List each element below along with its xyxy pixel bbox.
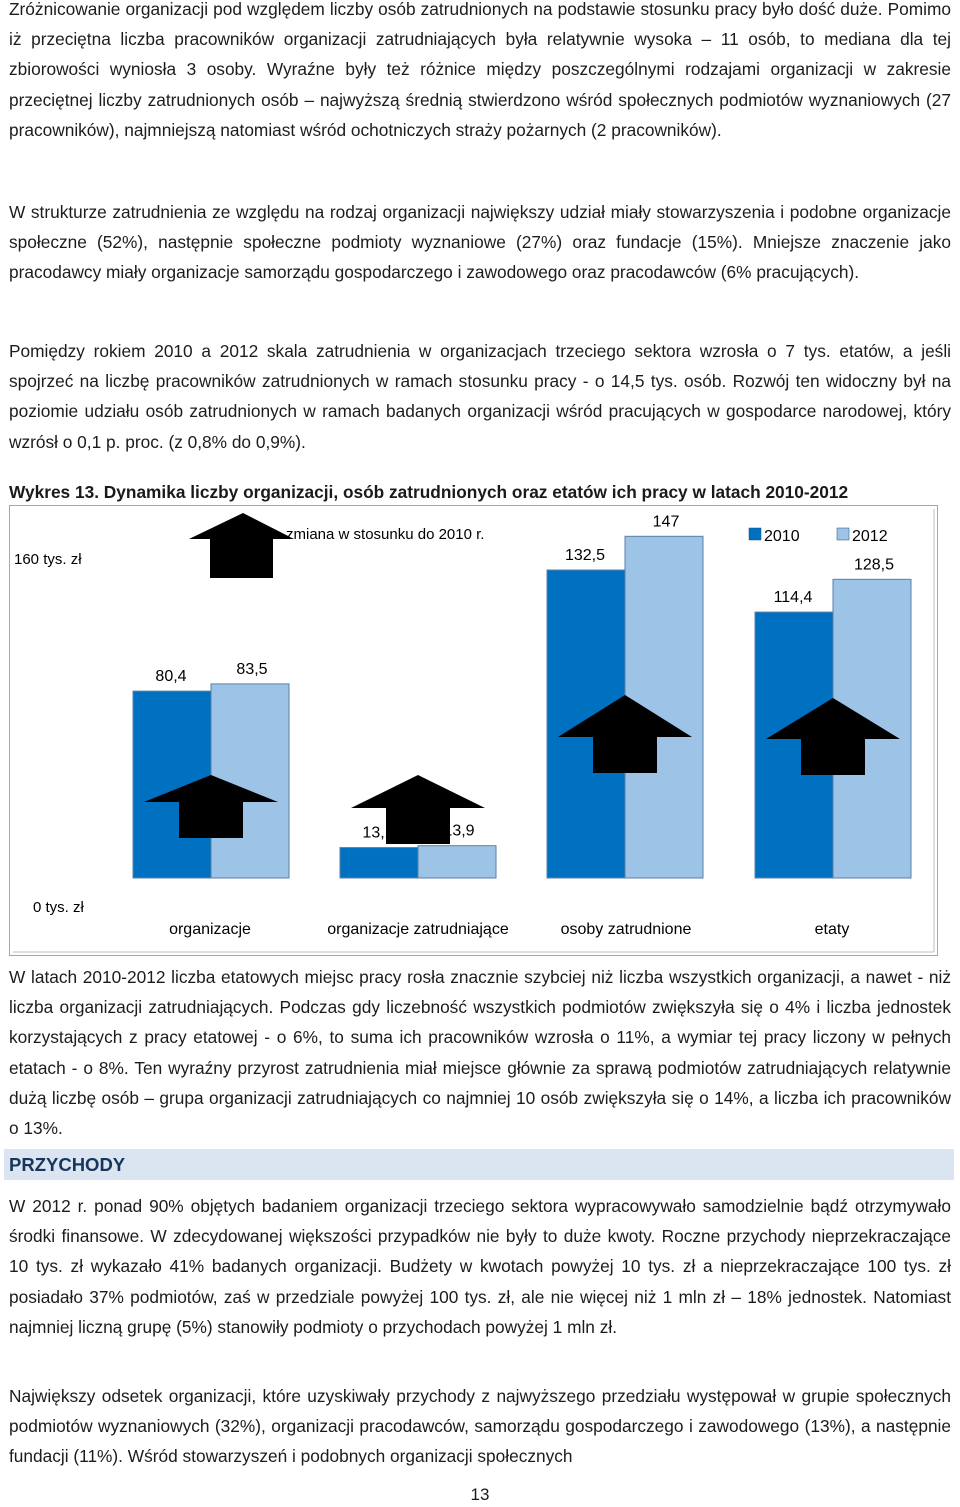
value-label-2012-4: 128,5: [853, 556, 895, 574]
value-label-2010-1: 80,4: [155, 668, 187, 686]
change-label-1: 4%: [199, 804, 223, 821]
chart-caption: Wykres 13. Dynamika liczby organizacji, osób zatrudnionych oraz etatów ich pracy w latach 2010-2012: [9, 482, 849, 502]
legend-swatch-2012: [837, 528, 849, 540]
category-label-3: osoby zatrudnione: [560, 921, 692, 938]
value-label-2012-3: 147: [652, 513, 680, 531]
section-heading: PRZYCHODY: [4, 1149, 954, 1180]
value-label-2010-3: 132,5: [564, 547, 606, 565]
category-label-4: etaty: [814, 921, 850, 938]
dynamics-bar-chart: [9, 505, 939, 957]
legend-label-2010: 2010: [764, 528, 800, 545]
paragraph-dynamics-summary: W latach 2010-2012 liczba etatowych miejsc pracy rosła znacznie szybciej niż liczba wszystkich organizacji, a nawet - niż liczba organizacji zatrudniających. Podczas gdy liczebność wszystkich podmiotów zwiększyła się o 4% i liczba jednostek korzystających z pracy etatowej - o 6%, to suma ich pracowników wzrosła o 11%, a wymiar tej pracy liczony w pełnych etatach - o 8%. Ten wyraźny przyrost zatrudnienia miał miejsce głównie za sprawą podmiotów zatrudniających relatywnie dużą liczbę osób – grupa organizacji zatrudniających co najmniej 10 osób zwiększyła się o 14%, a liczba ich pracowników o 13%.: [9, 967, 951, 1139]
paragraph-employment-growth: Pomiędzy rokiem 2010 a 2012 skala zatrudnienia w organizacjach trzeciego sektora wzrosła o 7 tys. etatów, a jeśli spojrzeć na liczbę pracowników zatrudnionych w ramach stosunku pracy - o 14,5 tys. osób. Rozwój ten widoczny był na poziomie udziału osób zatrudnionych w ramach badanych organizacji wśród pracujących w gospodarce narodowej, który wzrósł o 0,1 p. proc. (z 0,8% do 0,9%).: [9, 341, 951, 452]
category-label-1: organizacje: [169, 921, 251, 938]
legend-label-2012: 2012: [852, 528, 888, 545]
change-label-4: 12%: [816, 741, 850, 758]
paragraph-employment-diversity: Zróżnicowanie organizacji pod względem liczby osób zatrudnionych na podstawie stosunku pracy było dość duże. Pomimo iż przeciętna liczba pracowników organizacji zatrudniających była relatywnie wysoka – 11 osób, to mediana dla tej zbiorowości wyniosła 3 osoby. Wyraźne były też różnice między poszczególnymi rodzajami organizacji w zakresie przeciętnej liczby zatrudnionych osób – najwyższą średnią stwierdzono wśród społecznych podmiotów wyznaniowych (27 pracowników), najmniejszą natomiast wśród ochotniczych straży pożarnych (2 pracowników).: [9, 0, 951, 140]
value-label-2010-2: 13,1: [362, 824, 394, 842]
change-annotation-label: zmiana w stosunku do 2010 r.: [286, 526, 485, 543]
legend-swatch-2010: [749, 528, 761, 540]
change-label-3: 11%: [609, 739, 641, 756]
paragraph-income-overview: W 2012 r. ponad 90% objętych badaniem organizacji trzeciego sektora wypracowywało samodzielnie bądź otrzymywało środki finansowe. W zdecydowanej większości przypadków nie były to duże kwoty. Roczne przychody nieprzekraczające 10 tys. zł wykazało 41% badanych organizacji. Budżety w kwotach powyżej 10 tys. zł a nieprzekraczające 100 tys. zł posiadało 37% podmiotów, zaś w przedziale powyżej 100 tys. zł, ale nie więcej niż 1 mln zł – 18% jednostek. Natomiast najmniej liczną grupę (5%) stanowiły podmioty o przychodach powyżej 1 mln zł.: [9, 1196, 951, 1337]
y-axis-top-label: 160 tys. zł: [14, 551, 82, 568]
value-label-2012-1: 83,5: [236, 660, 268, 678]
paragraph-income-highest: Największy odsetek organizacji, które uzyskiwały przychody z najwyższego przedziału występował w grupie społecznych podmiotów wyznaniowych (32%), organizacji pracodawców, samorządu gospodarczego i zawodowego (13%), a następnie fundacji (11%). Wśród stowarzyszeń i podobnych organizacji społecznych: [9, 1386, 951, 1467]
paragraph-employment-structure: W strukturze zatrudnienia ze względu na rodzaj organizacji największy udział miały stowarzyszenia i podobne organizacje społeczne (52%), następnie społeczne podmioty wyznaniowe (27%) oraz fundacje (15%). Mniejsze znaczenie jako pracodawcy miały organizacje samorządu gospodarczego i zawodowego oraz pracodawców (6% pracujących).: [9, 202, 951, 283]
value-label-2012-2: 13,9: [443, 822, 475, 840]
bar-2010-2: [340, 848, 418, 878]
page-number: 13: [470, 1485, 490, 1504]
change-label-2: 6%: [406, 810, 430, 827]
value-label-2010-4: 114,4: [773, 589, 813, 607]
bar-2012-2: [418, 846, 496, 878]
category-label-2: organizacje zatrudniające: [327, 921, 509, 938]
y-axis-bottom-label: 0 tys. zł: [33, 899, 84, 916]
